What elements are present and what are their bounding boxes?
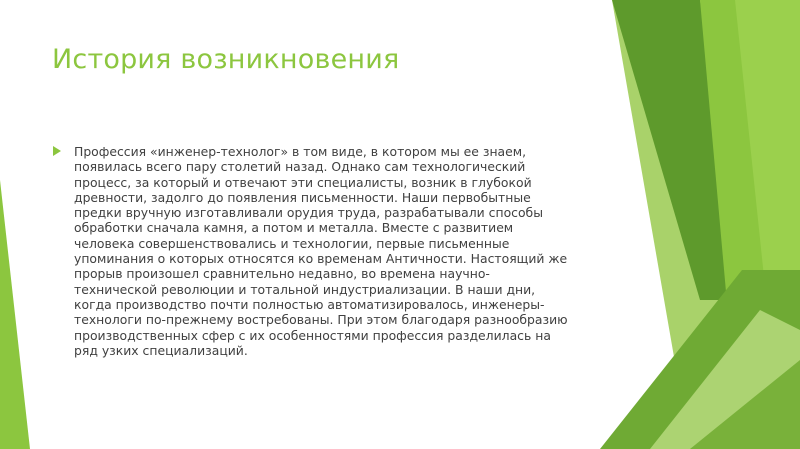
body-paragraph: Профессия «инженер-технолог» в том виде, в котором мы ее знаем, появилась всего пару столетий назад. Однако сам технологический процесс, за который и отвечают эти специалисты, возник в глубокой древности, задолго до появления письменности. Наши первобытные предки вручную изготавливали орудия труда, разрабатывали способы обработки сначала камня, а потом и металла. Вместе с развитием человека совершенствовались и технологии, первые письменные упоминания о которых относятся ко временам Античности. Настоящий же прорыв произошел сравнительно недавно, во времена научно- технической революции и тотальной индустриализации. В наши дни, когда производство почти полностью автоматизировалось, инженеры- технологи по-прежнему востребованы. При этом благодаря разнообразию производственных сфер с их особенностями профессия разделилась на ряд узких специализаций. bbox=[74, 144, 568, 358]
slide-title: История возникновения bbox=[52, 44, 400, 75]
left-edge-stripe bbox=[0, 180, 30, 449]
bullet-arrow-icon bbox=[53, 146, 61, 156]
